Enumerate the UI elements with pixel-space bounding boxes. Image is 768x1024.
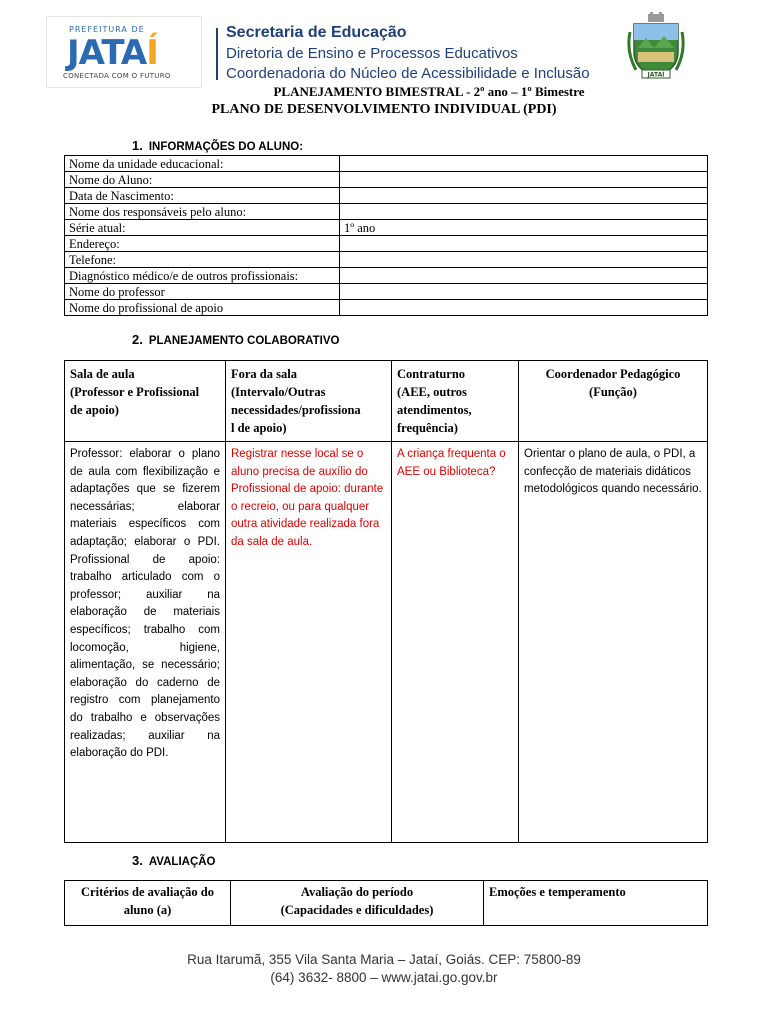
title-planejamento: PLANEJAMENTO BIMESTRAL - 2º ano – 1º Bimestre (273, 84, 585, 99)
info-row (65, 204, 708, 220)
header-line-coordenadoria: Coordenadoria do Núcleo de Acessibilidade e Inclusão (226, 65, 590, 82)
logo-tagline: CONECTADA COM O FUTURO (63, 72, 171, 80)
logo-word-accent: Í (146, 33, 158, 73)
info-value[interactable] (340, 188, 708, 204)
plan-cell-coordenador: Orientar o plano de aula, o PDI, a confecção de materiais didáticos metodológicos quando necessário. (519, 442, 708, 843)
eval-header-emocoes: Emoções e temperamento (484, 881, 708, 926)
eval-header-avaliacao: Avaliação do período (Capacidades e dificuldades) (231, 881, 484, 926)
info-label: Série atual: (65, 220, 340, 236)
section-3-number: 3. (132, 853, 143, 868)
plan-cell-fora-da-sala: Registrar nesse local se o aluno precisa de auxílio do Profissional de apoio: durante o recreio, ou para qualquer outra atividade realizada fora da sala de aula. (226, 442, 392, 843)
info-label: Endereço: (65, 236, 340, 252)
info-value[interactable] (340, 204, 708, 220)
section-1-label: INFORMAÇÕES DO ALUNO: (148, 141, 304, 153)
info-row (65, 300, 708, 316)
section-2-number: 2. (132, 332, 143, 347)
eval-header-criterios: Critérios de avaliação do aluno (a) (65, 881, 231, 926)
section-2-label: PLANEJAMENTO COLABORATIVO (148, 335, 340, 347)
footer-contact: (64) 3632- 8800 – www.jatai.go.gov.br (270, 970, 498, 985)
info-value[interactable] (340, 268, 708, 284)
plan-header-coordenador: Coordenador Pedagógico (Função) (519, 361, 708, 442)
crest-label: JATAÍ (647, 71, 665, 79)
info-label: Nome do professor (65, 284, 340, 300)
footer-address: Rua Itarumã, 355 Vila Santa Maria – Jataí, Goiás. CEP: 75800-89 (187, 952, 581, 967)
plan-header-contraturno: Contraturno (AEE, outros atendimentos, frequência) (392, 361, 519, 442)
info-value[interactable]: 1º ano (340, 220, 708, 236)
info-row (65, 172, 708, 188)
plan-cell-contraturno: A criança frequenta o AEE ou Biblioteca? (392, 442, 519, 843)
section-1-heading (132, 138, 303, 153)
jatai-logo (46, 16, 202, 88)
info-value[interactable] (340, 172, 708, 188)
info-row (65, 268, 708, 284)
section-1-number: 1. (132, 138, 143, 153)
info-value[interactable] (340, 156, 708, 172)
info-label: Nome do profissional de apoio (65, 300, 340, 316)
municipal-crest-icon (624, 12, 688, 80)
student-info-table (64, 155, 708, 316)
header-line-secretaria: Secretaria de Educação (226, 24, 407, 41)
header-line-diretoria: Diretoria de Ensino e Processos Educativos (226, 45, 518, 62)
info-label: Nome da unidade educacional: (65, 156, 340, 172)
info-label: Diagnóstico médico/e de outros profissionais: (65, 268, 340, 284)
info-row (65, 236, 708, 252)
section-3-heading (132, 853, 216, 868)
plan-header-sala-de-aula: Sala de aula (Professor e Profissional de apoio) (65, 361, 226, 442)
info-label: Data de Nascimento: (65, 188, 340, 204)
info-row (65, 284, 708, 300)
info-row (65, 220, 708, 236)
info-row (65, 252, 708, 268)
info-value[interactable] (340, 236, 708, 252)
info-label: Nome do Aluno: (65, 172, 340, 188)
info-row (65, 188, 708, 204)
logo-prefix: PREFEITURA DE (69, 25, 145, 34)
header-divider (216, 28, 218, 80)
logo-word-main: JATA (67, 33, 147, 73)
collaborative-plan-table (64, 360, 708, 843)
plan-cell-sala-de-aula: Professor: elaborar o plano de aula com flexibilização e adaptações que se fizerem necessárias; elaborar materiais específicos com adaptação; elaborar o PDI. Profissional de apoio: trabalho articulado com o professor; auxiliar na elaboração de materiais específicos; trabalho com locomoção, higiene, alimentação, se necessário; elaboração do caderno de registro com planejamento do trabalho e observações realizadas; auxiliar na elaboração do PDI. (65, 442, 226, 843)
logo-word (67, 35, 158, 71)
title-pdi: PLANO DE DESENVOLVIMENTO INDIVIDUAL (PDI) (211, 102, 557, 117)
info-value[interactable] (340, 284, 708, 300)
plan-header-fora-da-sala: Fora da sala (Intervalo/Outras necessidades/profissiona l de apoio) (226, 361, 392, 442)
info-row (65, 156, 708, 172)
info-value[interactable] (340, 300, 708, 316)
section-2-heading (132, 332, 339, 347)
info-label: Telefone: (65, 252, 340, 268)
section-3-label: AVALIAÇÃO (148, 856, 216, 868)
evaluation-table (64, 880, 708, 926)
info-label: Nome dos responsáveis pelo aluno: (65, 204, 340, 220)
info-value[interactable] (340, 252, 708, 268)
